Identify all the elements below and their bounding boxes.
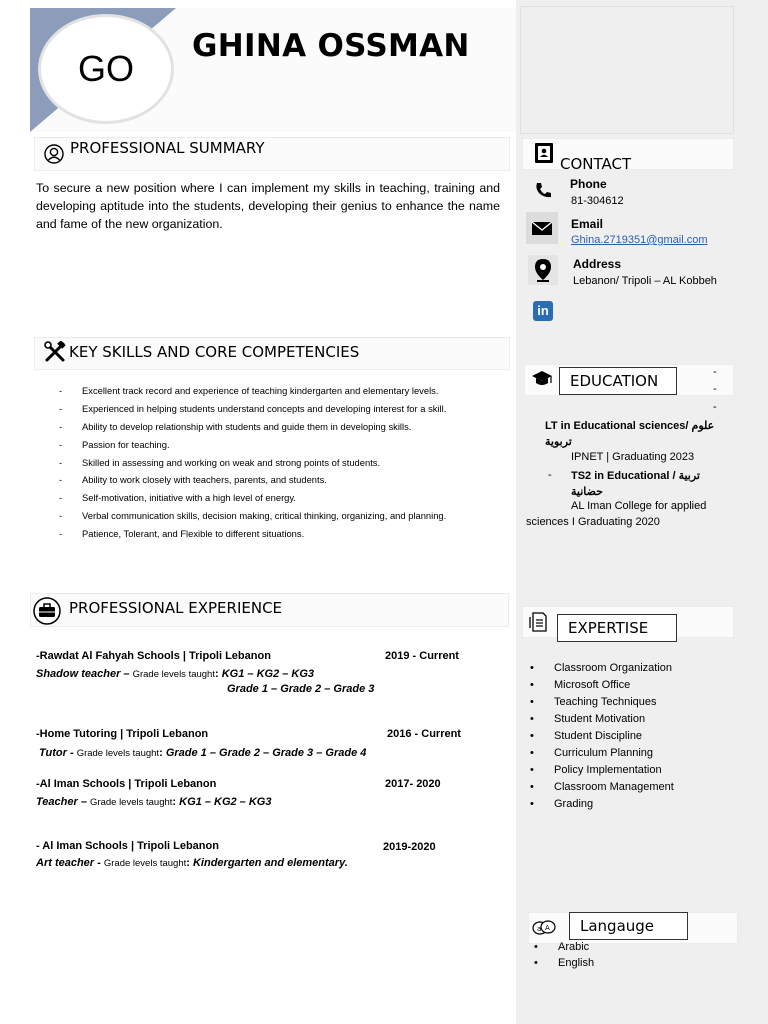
skill-item: - Excellent track record and experience of teaching kindergarten and elementary levels. <box>58 384 446 402</box>
phone-icon <box>534 181 552 199</box>
job-role-separator: – <box>120 668 133 680</box>
job-role: Teacher <box>36 796 78 808</box>
job-dates: 2016 - Current <box>387 728 461 740</box>
expertise-item: • Microsoft Office <box>526 677 674 694</box>
job-employer: -Al Iman Schools | Tripoli Lebanon <box>36 778 217 790</box>
expertise-item: • Student Motivation <box>526 711 674 728</box>
skill-item: - Skilled in assessing and working on weak and strong points of students. <box>58 456 446 474</box>
expertise-item: • Student Discipline <box>526 728 674 745</box>
grades-label: Grade levels taught <box>90 797 173 808</box>
summary-title: PROFESSIONAL SUMMARY <box>70 139 265 157</box>
job-role-separator: - <box>94 857 104 869</box>
job-grades-2: Grade 1 – Grade 2 – Grade 3 <box>227 683 375 695</box>
degree-1-detail: IPNET | Graduating 2023 <box>571 451 695 463</box>
expertise-item: • Classroom Organization <box>526 660 674 677</box>
job-employer: -Home Tutoring | Tripoli Lebanon <box>36 728 209 740</box>
phone-label: Phone <box>570 177 607 191</box>
experience-title: PROFESSIONAL EXPERIENCE <box>69 599 283 617</box>
document-icon <box>528 611 548 633</box>
education-dash: - <box>713 383 717 395</box>
skill-item: - Verbal communication skills, decision making, critical thinking, organizing, and planning. <box>58 509 446 527</box>
expertise-title: EXPERTISE <box>557 614 677 642</box>
degree-2-dash: - <box>548 469 552 481</box>
location-pin-icon <box>528 255 558 285</box>
language-item: • English <box>530 955 594 971</box>
degree-2-title: TS2 in Educational / تربية حضانية <box>571 470 700 498</box>
initials: GO <box>77 48 134 89</box>
grades-label: Grade levels taught <box>76 748 160 759</box>
job-role-line: Teacher – Grade levels taught: KG1 – KG2 – KG3 <box>36 796 272 808</box>
email-link[interactable]: Ghina.2719351@gmail.com <box>571 234 708 246</box>
education-dash: - <box>713 366 717 378</box>
language-icon <box>532 918 556 938</box>
grades-label: Grade levels taught <box>132 669 215 680</box>
education-title: EDUCATION <box>559 367 677 395</box>
tools-icon <box>44 341 66 363</box>
graduation-cap-icon <box>531 370 553 388</box>
grades-label: Grade levels taught <box>103 858 187 869</box>
linkedin-icon[interactable]: in <box>533 301 553 321</box>
skill-item: - Patience, Tolerant, and Flexible to different situations. <box>58 527 446 545</box>
initials-logo <box>38 14 174 124</box>
language-list <box>530 939 594 971</box>
job-role: Art teacher <box>36 857 95 869</box>
expertise-item: • Classroom Management <box>526 779 674 796</box>
skill-item: - Passion for teaching. <box>58 438 446 456</box>
job-grades: KG1 – KG2 – KG3 <box>221 668 315 680</box>
language-title: Langauge <box>569 912 688 940</box>
job-dates: 2019-2020 <box>383 841 436 853</box>
briefcase-icon <box>33 597 61 625</box>
address-label: Address <box>573 257 622 271</box>
person-icon <box>44 144 64 164</box>
job-grades: KG1 – KG2 – KG3 <box>179 796 272 808</box>
skills-list <box>58 384 446 545</box>
svg-text:A: A <box>545 924 550 932</box>
job-employer: - Al Iman Schools | Tripoli Lebanon <box>36 840 219 852</box>
job-dates: 2017- 2020 <box>385 778 441 790</box>
skill-item: - Ability to develop relationship with students and guide them in developing skills. <box>58 420 446 438</box>
job-role-separator: - <box>66 747 77 759</box>
job-role: Tutor <box>39 747 67 759</box>
skill-item: - Experienced in helping students understand concepts and developing interest for a skill. <box>58 402 446 420</box>
job-role-separator: – <box>77 796 91 808</box>
expertise-item: • Policy Implementation <box>526 762 674 779</box>
phone-value: 81-304612 <box>571 195 624 207</box>
email-icon <box>526 212 558 244</box>
photo-placeholder-box <box>520 6 734 134</box>
degree-2-detail: AL Iman College for applied <box>571 500 707 512</box>
job-grades: Grade 1 – Grade 2 – Grade 3 – Grade 4 <box>165 747 367 759</box>
degree-2-detail: sciences I Graduating 2020 <box>526 516 660 528</box>
summary-text: To secure a new position where I can implement my skills in teaching, training and developing aptitude into the students, developing their genius to enhance the name and fame of the new organization. <box>36 181 500 231</box>
degree-1-title: LT in Educational sciences/ علوم تربوية <box>545 420 715 448</box>
job-role-line: Art teacher - Grade levels taught: Kindergarten and elementary. <box>36 857 348 869</box>
job-employer: -Rawdat Al Fahyah Schools | Tripoli Lebanon <box>36 650 271 662</box>
job-role-line: Shadow teacher – Grade levels taught: KG1 – KG2 – KG3 <box>36 668 315 680</box>
email-label: Email <box>571 217 604 231</box>
job-role: Shadow teacher <box>36 668 121 680</box>
address-value: Lebanon/ Tripoli – AL Kobbeh <box>573 275 717 287</box>
skills-title: KEY SKILLS AND CORE COMPETENCIES <box>69 343 360 361</box>
contact-card-icon <box>534 142 554 164</box>
expertise-item: • Grading <box>526 796 674 813</box>
education-dash: - <box>713 401 717 413</box>
candidate-name: GHINA OSSMAN <box>192 28 470 64</box>
job-role-line: Tutor - Grade levels taught: Grade 1 – Grade 2 – Grade 3 – Grade 4 <box>39 747 367 759</box>
expertise-list <box>526 660 674 813</box>
job-dates: 2019 - Current <box>385 650 459 662</box>
skill-item: - Self-motivation, initiative with a high level of energy. <box>58 491 446 509</box>
expertise-item: • Teaching Techniques <box>526 694 674 711</box>
job-grades: Kindergarten and elementary. <box>192 857 348 869</box>
svg-text:a: a <box>537 925 542 933</box>
language-item: • Arabic <box>530 939 594 955</box>
contact-title: CONTACT <box>560 155 632 173</box>
expertise-item: • Curriculum Planning <box>526 745 674 762</box>
skill-item: - Ability to work closely with teachers, parents, and students. <box>58 473 446 491</box>
